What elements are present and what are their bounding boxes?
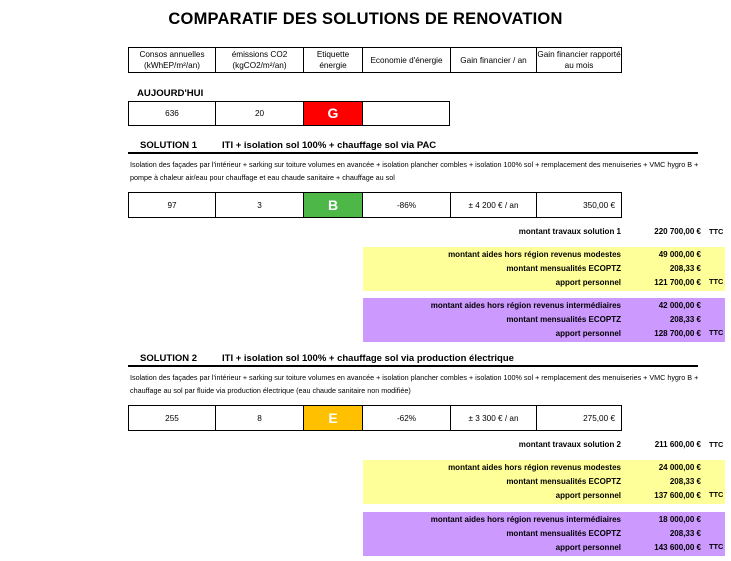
solution1-travaux-value: 220 700,00 € (654, 227, 701, 236)
solution2-conso: 255 (128, 405, 215, 431)
solution1-modestes-apport-label: apport personnel (555, 278, 621, 287)
solution1-inter-aides-label: montant aides hors région revenus intermédiaires (430, 301, 621, 310)
solution1-description: Isolation des façades par l'intérieur + sarking sur toiture volumes en avancée + isolation plancher combles + isolation 100% sol + remplacement des menuiseries + VMC hygro B + pompe à chaleur air/eau pour chauffage et eau chaude sanitaire + chauffage au sol (130, 160, 699, 182)
solution1-economie: -86% (362, 192, 450, 218)
header-co2: émissions CO2 (kgCO2/m²/an) (215, 47, 303, 73)
solution2-travaux-label: montant travaux solution 2 (518, 440, 621, 449)
solution2-inter-mens-label: montant mensualités ECOPTZ (506, 529, 621, 538)
header-consos: Consos annuelles (kWhEP/m²/an) (128, 47, 215, 73)
today-conso: 636 (128, 101, 215, 126)
solution2-name: ITI + isolation sol 100% + chauffage sol via production électrique (222, 353, 514, 364)
solution1-modestes-aides-label: montant aides hors région revenus modestes (448, 250, 621, 259)
header-gain-an: Gain financier / an (450, 47, 536, 73)
solution1-name: ITI + isolation sol 100% + chauffage sol via PAC (222, 140, 437, 151)
solution2-modestes-mens-label: montant mensualités ECOPTZ (506, 477, 621, 486)
header-etiquette: Etiquette énergie (303, 47, 362, 73)
today-empty-cell (362, 101, 450, 126)
today-co2: 20 (215, 101, 303, 126)
solution1-divider (128, 152, 698, 154)
solution2-modestes-box (363, 460, 725, 504)
solution2-etiquette-badge: E (303, 405, 362, 431)
solution1-modestes-apport-value: 121 700,00 € (654, 278, 701, 287)
solution2-number: SOLUTION 2 (140, 353, 198, 364)
solution2-modestes-aides-value: 24 000,00 € (658, 463, 701, 472)
solution1-co2: 3 (215, 192, 303, 218)
solution1-gain-an: ± 4 200 € / an (450, 192, 536, 218)
page-title: COMPARATIF DES SOLUTIONS DE RENOVATION (168, 10, 563, 28)
solution1-modestes-aides-value: 49 000,00 € (658, 250, 701, 259)
solution1-inter-apport-value: 128 700,00 € (654, 329, 701, 338)
solution1-inter-mens-label: montant mensualités ECOPTZ (506, 315, 621, 324)
solution2-modestes-aides-label: montant aides hors région revenus modestes (448, 463, 621, 472)
solution2-modestes-ttc: TTC (709, 490, 724, 499)
solution2-inter-apport-value: 143 600,00 € (654, 543, 701, 552)
solution1-modestes-mens-value: 208,33 € (669, 264, 701, 273)
solution2-travaux-value: 211 600,00 € (654, 440, 701, 449)
solution1-modestes-mens-label: montant mensualités ECOPTZ (506, 264, 621, 273)
solution2-intermediaires-box (363, 512, 725, 556)
solution2-divider (128, 365, 698, 367)
solution2-modestes-apport-value: 137 600,00 € (654, 491, 701, 500)
solution1-conso: 97 (128, 192, 215, 218)
today-etiquette-badge: G (303, 101, 362, 126)
solution1-inter-apport-label: apport personnel (555, 329, 621, 338)
solution2-economie: -62% (362, 405, 450, 431)
solution2-description: Isolation des façades par l'intérieur + sarking sur toiture volumes en avancée + isolation plancher combles + isolation 100% sol + remplacement des menuiseries + VMC hygro B + chauffage au sol par fluide via production électrique (eau chaude sanitaire non modifiée) (130, 373, 699, 395)
solution1-travaux-ttc: TTC (709, 227, 724, 236)
solution1-modestes-ttc: TTC (709, 277, 724, 286)
solution2-inter-mens-value: 208,33 € (669, 529, 701, 538)
header-economie: Economie d'énergie (362, 47, 450, 73)
solution2-inter-aides-value: 18 000,00 € (658, 515, 701, 524)
solution1-travaux-row (363, 226, 725, 240)
solution2-modestes-mens-value: 208,33 € (669, 477, 701, 486)
solution2-modestes-apport-label: apport personnel (555, 491, 621, 500)
solution1-travaux-label: montant travaux solution 1 (518, 227, 621, 236)
solution1-inter-mens-value: 208,33 € (669, 315, 701, 324)
solution1-intermediaires-box (363, 298, 725, 342)
solution1-gain-mois: 350,00 € (536, 192, 622, 218)
solution1-etiquette-badge: B (303, 192, 362, 218)
solution2-gain-mois: 275,00 € (536, 405, 622, 431)
solution1-inter-ttc: TTC (709, 328, 724, 337)
solution2-inter-apport-label: apport personnel (555, 543, 621, 552)
solution2-inter-ttc: TTC (709, 542, 724, 551)
solution2-inter-aides-label: montant aides hors région revenus intermédiaires (430, 515, 621, 524)
today-label: AUJOURD'HUI (137, 88, 204, 99)
solution2-travaux-ttc: TTC (709, 440, 724, 449)
solution2-gain-an: ± 3 300 € / an (450, 405, 536, 431)
solution1-modestes-box (363, 247, 725, 291)
solution2-travaux-row (363, 439, 725, 453)
header-gain-mois: Gain financier rapporté au mois (536, 47, 622, 73)
solution2-co2: 8 (215, 405, 303, 431)
solution1-inter-aides-value: 42 000,00 € (658, 301, 701, 310)
solution1-number: SOLUTION 1 (140, 140, 198, 151)
